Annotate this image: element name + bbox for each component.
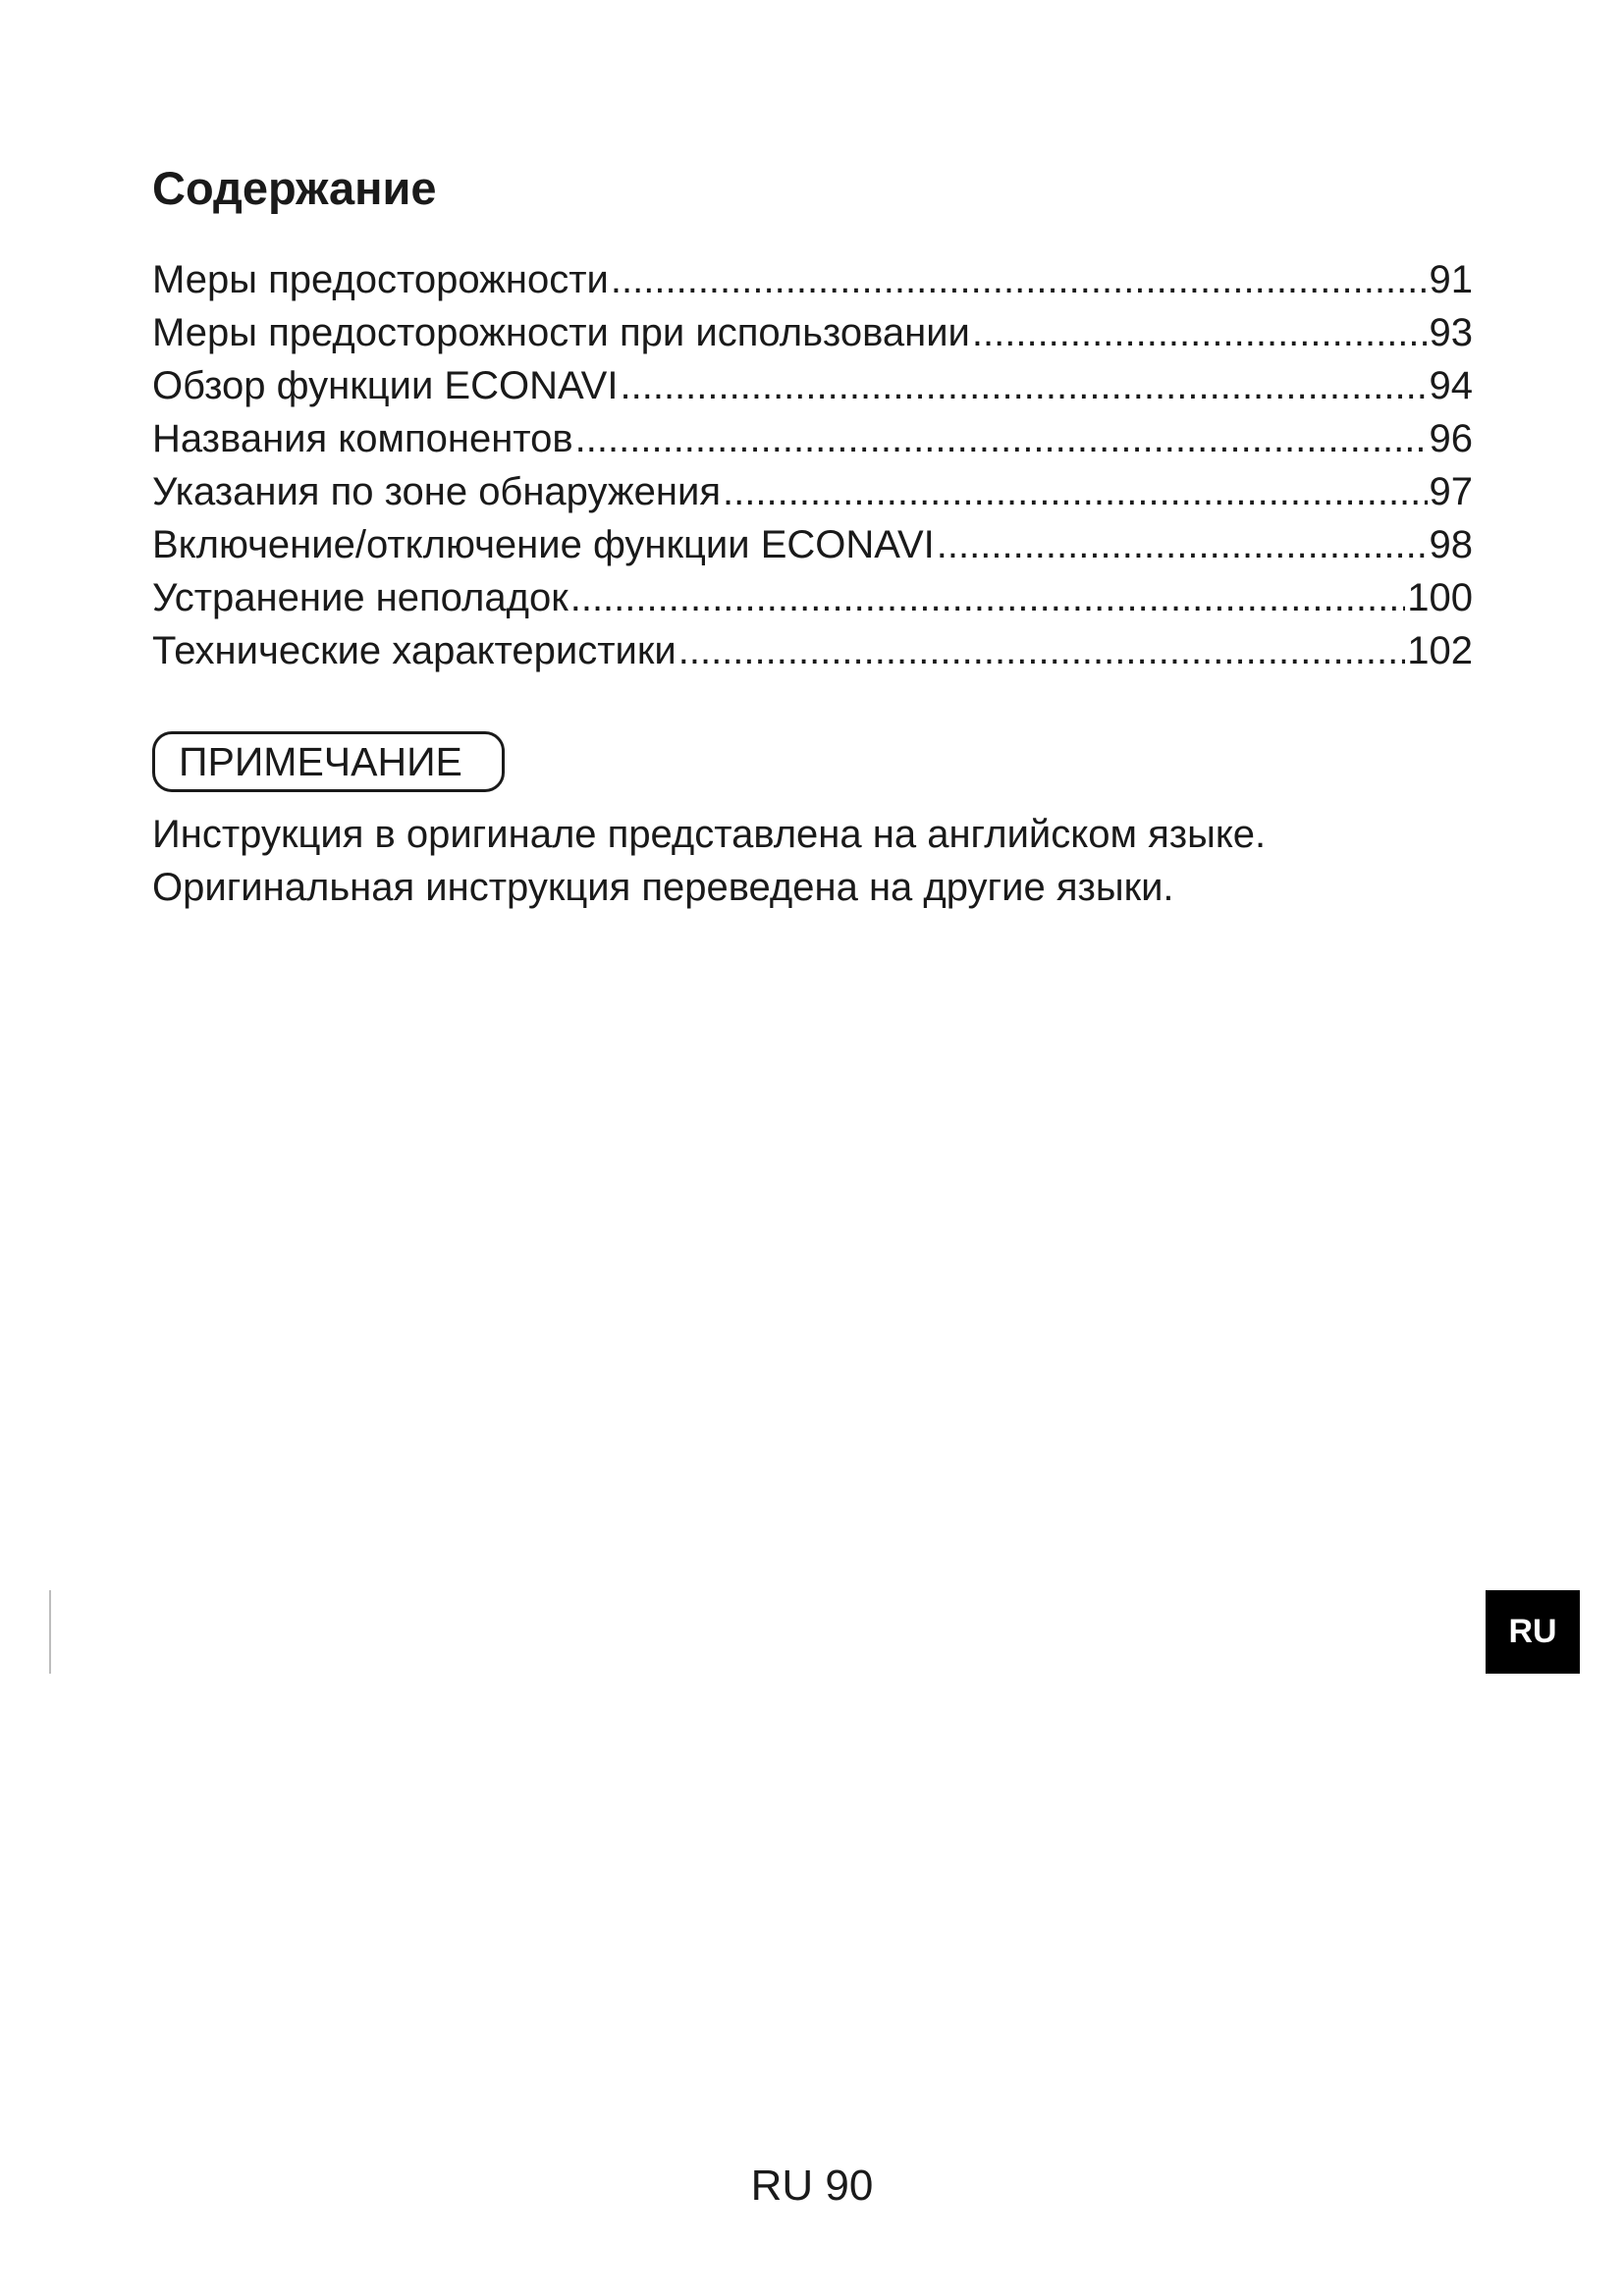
toc-entry xyxy=(152,571,1473,624)
page-number: RU 90 xyxy=(750,2162,874,2210)
toc-entry xyxy=(152,465,1473,518)
note-line: Инструкция в оригинале представлена на английском языке. xyxy=(152,813,1267,856)
toc-entry-page: 94 xyxy=(1429,364,1473,407)
toc-entry xyxy=(152,624,1473,677)
toc-dot-leader xyxy=(575,412,1428,465)
toc-entry-page: 100 xyxy=(1407,576,1473,619)
toc-entry xyxy=(152,253,1473,306)
toc-dot-leader xyxy=(678,624,1406,677)
toc-entry xyxy=(152,412,1473,465)
toc-entry-page: 102 xyxy=(1407,629,1473,672)
note-body xyxy=(152,808,1488,914)
toc-entry-title: Включение/отключение функции ECONAVI xyxy=(152,523,935,566)
toc-dot-leader xyxy=(937,518,1428,571)
toc-entry-page: 93 xyxy=(1429,311,1473,354)
toc-dot-leader xyxy=(723,465,1427,518)
toc-entry-title: Названия компонентов xyxy=(152,417,573,460)
toc-dot-leader xyxy=(972,306,1428,359)
toc-entry xyxy=(152,359,1473,412)
toc-entry-title: Обзор функции ECONAVI xyxy=(152,364,619,407)
toc-entry-title: Указания по зоне обнаружения xyxy=(152,470,722,513)
toc-entry-title: Меры предосторожности при использовании xyxy=(152,311,970,354)
page-title: Содержание xyxy=(152,162,437,214)
language-tab: RU xyxy=(1486,1590,1580,1674)
toc-entry xyxy=(152,518,1473,571)
note-line: Оригинальная инструкция переведена на другие языки. xyxy=(152,866,1174,909)
toc-entry xyxy=(152,306,1473,359)
table-of-contents xyxy=(152,253,1473,677)
note-label: ПРИМЕЧАНИЕ xyxy=(152,731,505,792)
toc-entry-page: 98 xyxy=(1429,523,1473,566)
toc-entry-page: 97 xyxy=(1429,470,1473,513)
toc-entry-title: Устранение неполадок xyxy=(152,576,568,619)
toc-entry-page: 96 xyxy=(1429,417,1473,460)
toc-entry-page: 91 xyxy=(1429,258,1473,301)
toc-dot-leader xyxy=(611,253,1428,306)
margin-divider xyxy=(49,1590,51,1674)
toc-dot-leader xyxy=(570,571,1406,624)
toc-dot-leader xyxy=(620,359,1427,412)
toc-entry-title: Меры предосторожности xyxy=(152,258,609,301)
toc-entry-title: Технические характеристики xyxy=(152,629,677,672)
